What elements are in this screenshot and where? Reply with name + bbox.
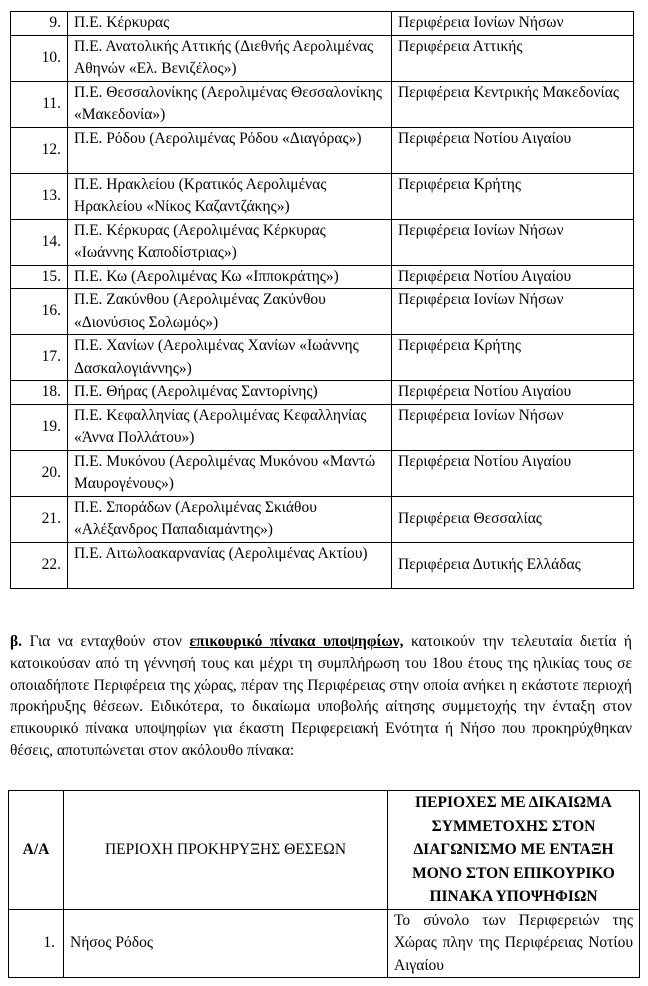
table-row [11,450,634,496]
area-cell: Π.Ε. Θήρας (Αερολιμένας Σαντορίνης) [68,381,392,405]
row-number: 21. [11,496,68,542]
region-cell: Περιφέρεια Νοτίου Αιγαίου [392,127,634,173]
table-row [11,381,634,405]
area-cell: Π.Ε. Ρόδου (Αερολιμένας Ρόδου «Διαγόρας») [68,127,392,173]
area-cell: Π.Ε. Ζακύνθου (Αερολιμένας Ζακύνθου «Διονύσιος Σολωμός») [68,289,392,335]
table-row [11,35,634,81]
table-row [11,404,634,450]
table-row [11,219,634,265]
area-cell: Π.Ε. Κέρκυρας (Αερολιμένας Κέρκυρας «Ιωάννης Καποδίστριας») [68,219,392,265]
row-number: 14. [11,219,68,265]
region-cell: Περιφέρεια Θεσσαλίας [392,496,634,542]
column-header-area [64,791,388,910]
region-cell: Περιφέρεια Ιονίων Νήσων [392,404,634,450]
paragraph-text: Για να ενταχθούν στον [22,633,190,650]
region-cell: Περιφέρεια Ιονίων Νήσων [392,289,634,335]
region-cell: Περιφέρεια Ιονίων Νήσων [392,219,634,265]
row-number: 20. [11,450,68,496]
table-header-row [9,791,640,910]
auxiliary-list-table [8,790,640,978]
row-number: 11. [11,81,68,127]
table-row [11,265,634,289]
region-cell: Περιφέρεια Κρήτης [392,173,634,219]
area-cell: Π.Ε. Μυκόνου (Αερολιμένας Μυκόνου «Μαντώ Μαυρογένους») [68,450,392,496]
row-number: 15. [11,265,68,289]
table-row [11,289,634,335]
area-cell: Π.Ε. Κέρκυρας [68,12,392,36]
row-number: 17. [11,335,68,381]
area-cell: Π.Ε. Σποράδων (Αερολιμένας Σκιάθου «Αλέξανδρος Παπαδιαμάντης») [68,496,392,542]
area-cell: Π.Ε. Αιτωλοακαρνανίας (Αερολιμένας Ακτίου) [68,542,392,588]
row-number: 1. [9,909,64,978]
eligibility-paragraph [10,631,632,762]
table-row [11,12,634,36]
row-number: 13. [11,173,68,219]
region-cell: Περιφέρεια Νοτίου Αιγαίου [392,381,634,405]
table-row [9,909,640,978]
table-row [11,81,634,127]
region-cell: Περιφέρεια Ιονίων Νήσων [392,12,634,36]
row-number: 16. [11,289,68,335]
area-cell: Π.Ε. Κεφαλληνίας (Αερολιμένας Κεφαλληνίας «Άννα Πολλάτου») [68,404,392,450]
regions-table [10,11,634,589]
paragraph-text: κατοικούν την τελευταία διετία ή κατοικούσαν από τη γέννησή τους και μέχρι τη συμπλήρωση του 18ου έτους της ηλικίας τους σε οποιαδήποτε Περιφέρεια της χώρας, πέραν της Περιφέρειας στην οποία ανήκει η εκάστοτε περιοχή προκήρυξης θέσεων. Ειδικότερα, το δικαίωμα υποβολής αίτησης συμμετοχής την ένταξη στον επικουρικό πίνακα υποψηφίων για έκαστη Περιφερειακή Ενότητα ή Νήσο που προκηρύχθηκαν θέσεις, αποτυπώνεται στον ακόλουθο πίνακα: [10,633,632,759]
paragraph-emphasis: επικουρικό πίνακα υποψηφίων, [189,633,404,650]
table-row [11,127,634,173]
rights-cell: Το σύνολο των Περιφερειών της Χώρας πλην της Περιφέρειας Νοτίου Αιγαίου [388,909,640,978]
paragraph-marker: β. [10,633,23,650]
row-number: 19. [11,404,68,450]
row-number: 22. [11,542,68,588]
region-cell: Περιφέρεια Νοτίου Αιγαίου [392,450,634,496]
region-cell: Περιφέρεια Αττικής [392,35,634,81]
area-cell: Π.Ε. Κω (Αερολιμένας Κω «Ιπποκράτης») [68,265,392,289]
row-number: 9. [11,12,68,36]
column-header-area-label: ΠΕΡΙΟΧΗ ΠΡΟΚΗΡΥΞΗΣ ΘΕΣΕΩΝ [104,841,347,858]
region-cell: Περιφέρεια Νοτίου Αιγαίου [392,265,634,289]
table-row [11,542,634,588]
area-cell: Π.Ε. Ηρακλείου (Κρατικός Αερολιμένας Ηρακλείου «Νίκος Καζαντζάκης») [68,173,392,219]
region-cell: Περιφέρεια Κεντρικής Μακεδονίας [392,81,634,127]
area-cell: Νήσος Ρόδος [64,909,388,978]
table-row [11,496,634,542]
column-header-aa: Α/Α [9,791,64,910]
table-row [11,173,634,219]
row-number: 12. [11,127,68,173]
region-cell: Περιφέρεια Κρήτης [392,335,634,381]
area-cell: Π.Ε. Ανατολικής Αττικής (Διεθνής Αερολιμένας Αθηνών «Ελ. Βενιζέλος») [68,35,392,81]
table-row [11,335,634,381]
column-header-rights: ΠΕΡΙΟΧΕΣ ΜΕ ΔΙΚΑΙΩΜΑ ΣΥΜΜΕΤΟΧΗΣ ΣΤΟΝ ΔΙΑΓΩΝΙΣΜΟ ΜΕ ΕΝΤΑΞΗ ΜΟΝΟ ΣΤΟΝ ΕΠΙΚΟΥΡΙΚΟ ΠΙΝΑΚΑ ΥΠΟΨΗΦΙΩΝ [388,791,640,910]
area-cell: Π.Ε. Θεσσαλονίκης (Αερολιμένας Θεσσαλονίκης «Μακεδονία») [68,81,392,127]
area-cell: Π.Ε. Χανίων (Αερολιμένας Χανίων «Ιωάννης Δασκαλογιάννης») [68,335,392,381]
row-number: 10. [11,35,68,81]
region-cell: Περιφέρεια Δυτικής Ελλάδας [392,542,634,588]
row-number: 18. [11,381,68,405]
